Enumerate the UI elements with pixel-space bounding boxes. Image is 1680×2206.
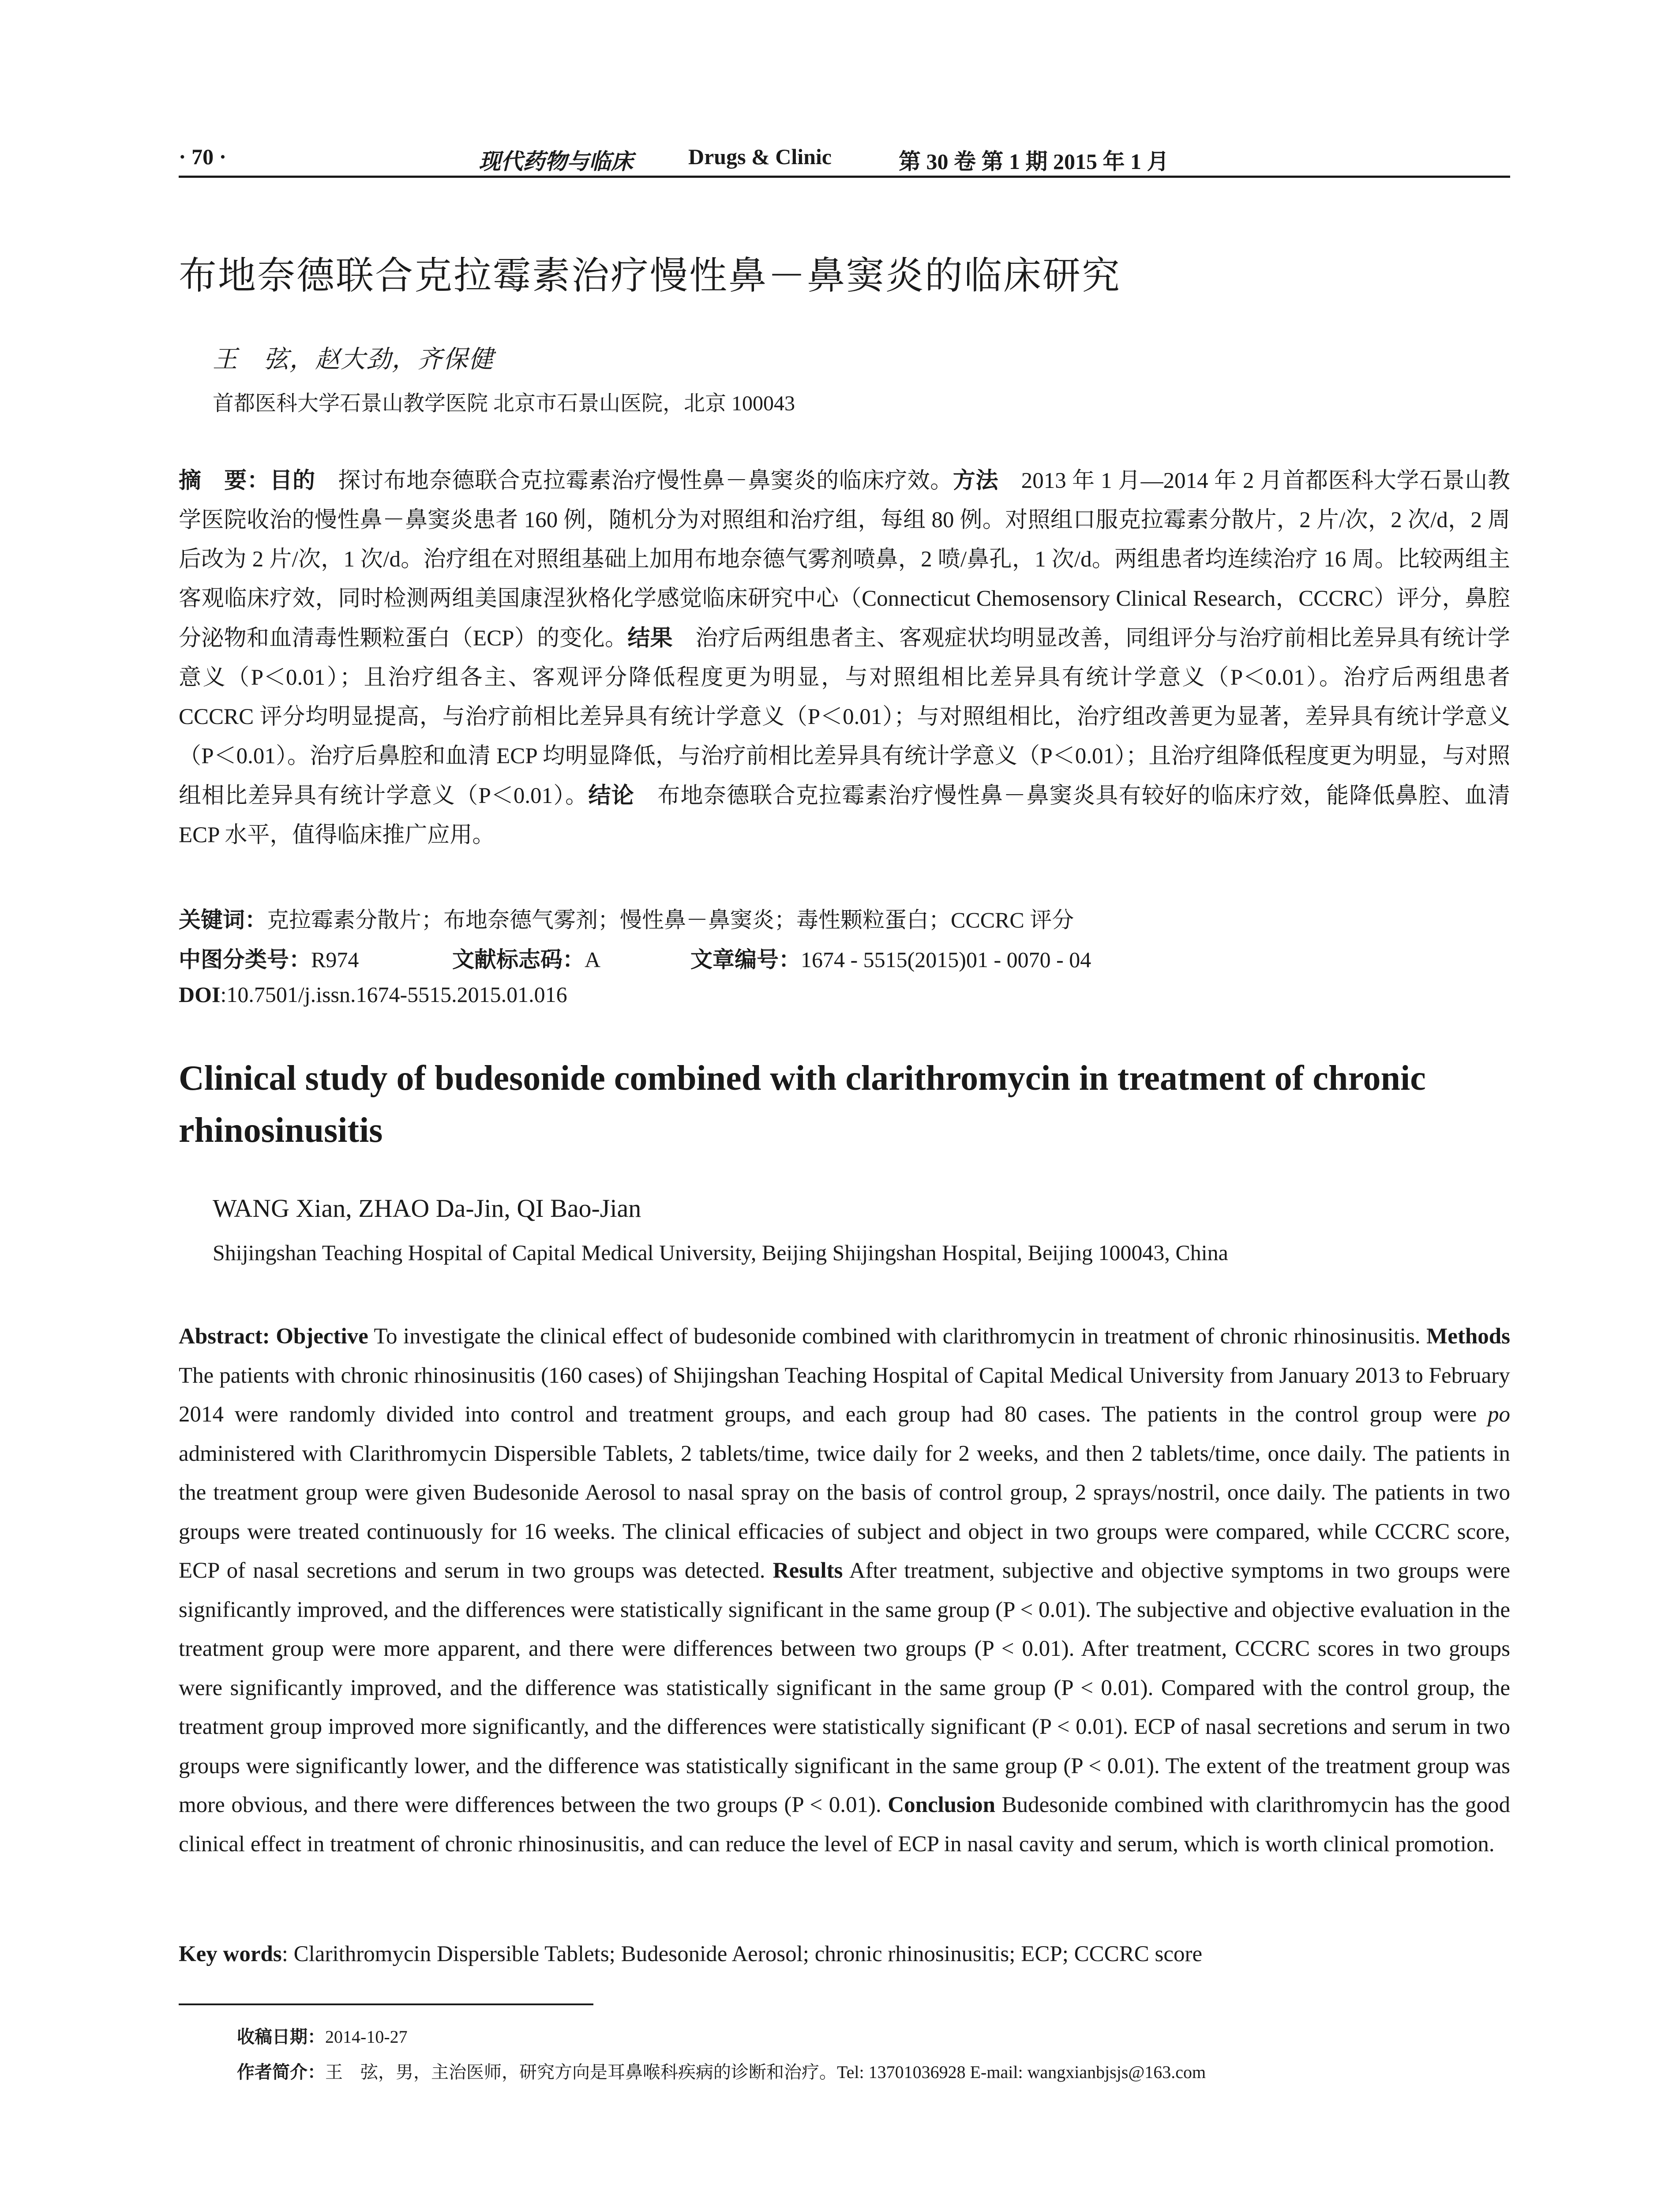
methods-text-cn: 2013 年 1 月—2014 年 2 月首都医科大学石景山教学医院收治的慢性鼻－鼻窦炎患者 160 例，随机分为对照组和治疗组，每组 80 例。对照组口服克拉霉素分散片，2 片/次，2 次/d，2 周后改为 2 片/次，1 次/d。治疗组在对照组基础上加用布地奈德气雾剂喷鼻，2 喷/鼻孔，1 次/d。两组患者均连续治疗 16 周。比较两组主客观临床疗效，同时检测两组美国康涅狄格化学感觉临床研究中心（Connecticut Chemosensory Clinical Research，CCCRC）评分，鼻腔分泌物和血清毒性颗粒蛋白（ECP）的变化。 xyxy=(179,469,1510,651)
results-text-en: After treatment, subjective and objective symptoms in two groups were significantly improved, and the differences were statistically significant in the same group (P < 0.01). The subjective and objective evaluation in the treatment group were more apparent, and there were differences between two groups (P < 0.01). After treatment, CCCRC scores in two groups were significantly improved, and the difference was statistically significant in the same group (P < 0.01). Compared with the control group, the treatment group improved more significantly, and the differences were statistically significant (P < 0.01). ECP of nasal secretions and serum in two groups were significantly lower, and the difference was statistically significant in the same group (P < 0.01). The extent of the treatment group was more obvious, and there were differences between the two groups (P < 0.01). xyxy=(179,1558,1511,1817)
objective-text-en: To investigate the clinical effect of budesonide combined with clarithromycin in treatment of chronic rhinosinusitis. xyxy=(368,1324,1421,1349)
methods-label-en: Methods xyxy=(1426,1324,1511,1349)
authors-cn: 王 弦，赵大劲，齐保健 xyxy=(213,346,494,373)
doccode-label: 文献标志码： xyxy=(452,947,585,972)
article-title-cn: 布地奈德联合克拉霉素治疗慢性鼻－鼻窦炎的临床研究 xyxy=(179,254,1121,298)
conclusion-text-cn: 布地奈德联合克拉霉素治疗慢性鼻－鼻窦炎具有较好的临床疗效，能降低鼻腔、血清 ECP 水平，值得临床推广应用。 xyxy=(179,784,1510,848)
results-text-cn: 治疗后两组患者主、客观症状均明显改善，同组评分与治疗前相比差异具有统计学意义（P＜0.01）；且治疗组各主、客观评分降低程度更为明显，与对照组相比差异具有统计学意义（P＜0.01）。治疗后两组患者 CCCRC 评分均明显提高，与治疗前相比差异具有统计学意义（P＜0.01）；与对照组相比，治疗组改善更为显著，差异具有统计学意义（P＜0.01）。治疗后鼻腔和血清 ECP 均明显降低，与治疗前相比差异具有统计学意义（P＜0.01）；且治疗组降低程度更为明显，与对照组相比差异具有统计学意义（P＜0.01）。 xyxy=(179,626,1510,808)
abstract-en xyxy=(179,1317,1510,1864)
footnote-divider xyxy=(179,2003,593,2005)
journal-name-cn: 现代药物与临床 xyxy=(479,149,633,174)
running-header xyxy=(179,140,1510,176)
objective-label-cn: 目的 xyxy=(270,468,315,494)
results-label-en: Results xyxy=(772,1558,843,1583)
author-bio-label: 作者简介： xyxy=(237,2062,325,2082)
keywords-text-en: : Clarithromycin Dispersible Tablets; Budesonide Aerosol; chronic rhinosinusitis; ECP; CCCRC score xyxy=(281,1942,1203,1966)
document-code xyxy=(452,942,600,974)
keywords-text-cn: 克拉霉素分散片；布地奈德气雾剂；慢性鼻－鼻窦炎；毒性颗粒蛋白；CCCRC 评分 xyxy=(267,908,1074,932)
classification-line xyxy=(179,942,1510,973)
authors-en: WANG Xian, ZHAO Da-Jin, QI Bao-Jian xyxy=(213,1194,641,1223)
methods-po: po xyxy=(1488,1402,1510,1427)
methods-label-cn: 方法 xyxy=(952,468,999,494)
doi-label: DOI xyxy=(179,982,221,1007)
received-label: 收稿日期： xyxy=(237,2027,325,2047)
clc-number xyxy=(179,942,359,974)
received-date xyxy=(237,2023,408,2048)
author-bio xyxy=(237,2058,1206,2083)
received-value: 2014-10-27 xyxy=(325,2027,408,2047)
affiliation-cn: 首都医科大学石景山教学医院 北京市石景山医院，北京 100043 xyxy=(213,392,795,415)
abstract-label-cn: 摘 要： xyxy=(179,468,270,494)
volume-issue-date: 第 30 卷 第 1 期 2015 年 1 月 xyxy=(899,149,1169,174)
article-title-en: Clinical study of budesonide combined with clarithromycin in treatment of chronic rhinosinusitis xyxy=(179,1059,1426,1150)
article-no-label: 文章编号： xyxy=(690,947,801,972)
keywords-label-cn: 关键词： xyxy=(179,907,267,933)
abstract-label-en: Abstract: Objective xyxy=(179,1324,368,1349)
conclusion-label-cn: 结论 xyxy=(588,783,634,809)
conclusion-label-en: Conclusion xyxy=(888,1793,996,1817)
doi-value: :10.7501/j.issn.1674-5515.2015.01.016 xyxy=(220,982,567,1007)
journal-name-en: Drugs & Clinic xyxy=(688,144,832,169)
article-no-value: 1674 - 5515(2015)01 - 0070 - 04 xyxy=(801,947,1091,972)
clc-value: R974 xyxy=(311,947,359,972)
methods-text-en-a: The patients with chronic rhinosinusitis (160 cases) of Shijingshan Teaching Hospital of Capital Medical University from January 2013 to February 2014 were randomly divided into control and treatment groups, and each group had 80 cases. The patients in the control group were xyxy=(179,1363,1510,1427)
doccode-value: A xyxy=(585,947,601,972)
keywords-label-en: Key words xyxy=(179,1942,282,1966)
clc-label: 中图分类号： xyxy=(179,947,311,972)
author-bio-text: 王 弦，男，主治医师，研究方向是耳鼻喉科疾病的诊断和治疗。Tel: 13701036928 E-mail: wangxianbjsjs@163.com xyxy=(325,2062,1206,2082)
abstract-cn xyxy=(179,461,1510,855)
doi-line xyxy=(179,982,567,1007)
keywords-cn xyxy=(179,902,1074,934)
page-number: · 70 · xyxy=(179,144,227,169)
affiliation-en: Shijingshan Teaching Hospital of Capital Medical University, Beijing Shijingshan Hospital, Beijing 100043, China xyxy=(213,1240,1228,1265)
methods-text-en-b: administered with Clarithromycin Dispersible Tablets, 2 tablets/time, twice daily for 2 weeks, and then 2 tablets/time, once daily. The patients in the treatment group were given Budesonide Aerosol to nasal spray on the basis of control group, 2 sprays/nostril, once daily. The patients in two groups were treated continuously for 16 weeks. The clinical efficacies of subject and object in two groups were compared, while CCCRC score, ECP of nasal secretions and serum in two groups was detected. xyxy=(179,1441,1510,1583)
keywords-en xyxy=(179,1941,1202,1967)
header-divider xyxy=(179,176,1510,178)
conclusion-text-en: Budesonide combined with clarithromycin has the good clinical effect in treatment of chronic rhinosinusitis, and can reduce the level of ECP in nasal cavity and serum, which is worth clinical promotion. xyxy=(179,1793,1510,1857)
results-label-cn: 结果 xyxy=(627,625,673,651)
article-number xyxy=(690,942,1091,974)
objective-text-cn: 探讨布地奈德联合克拉霉素治疗慢性鼻－鼻窦炎的临床疗效。 xyxy=(315,469,953,493)
